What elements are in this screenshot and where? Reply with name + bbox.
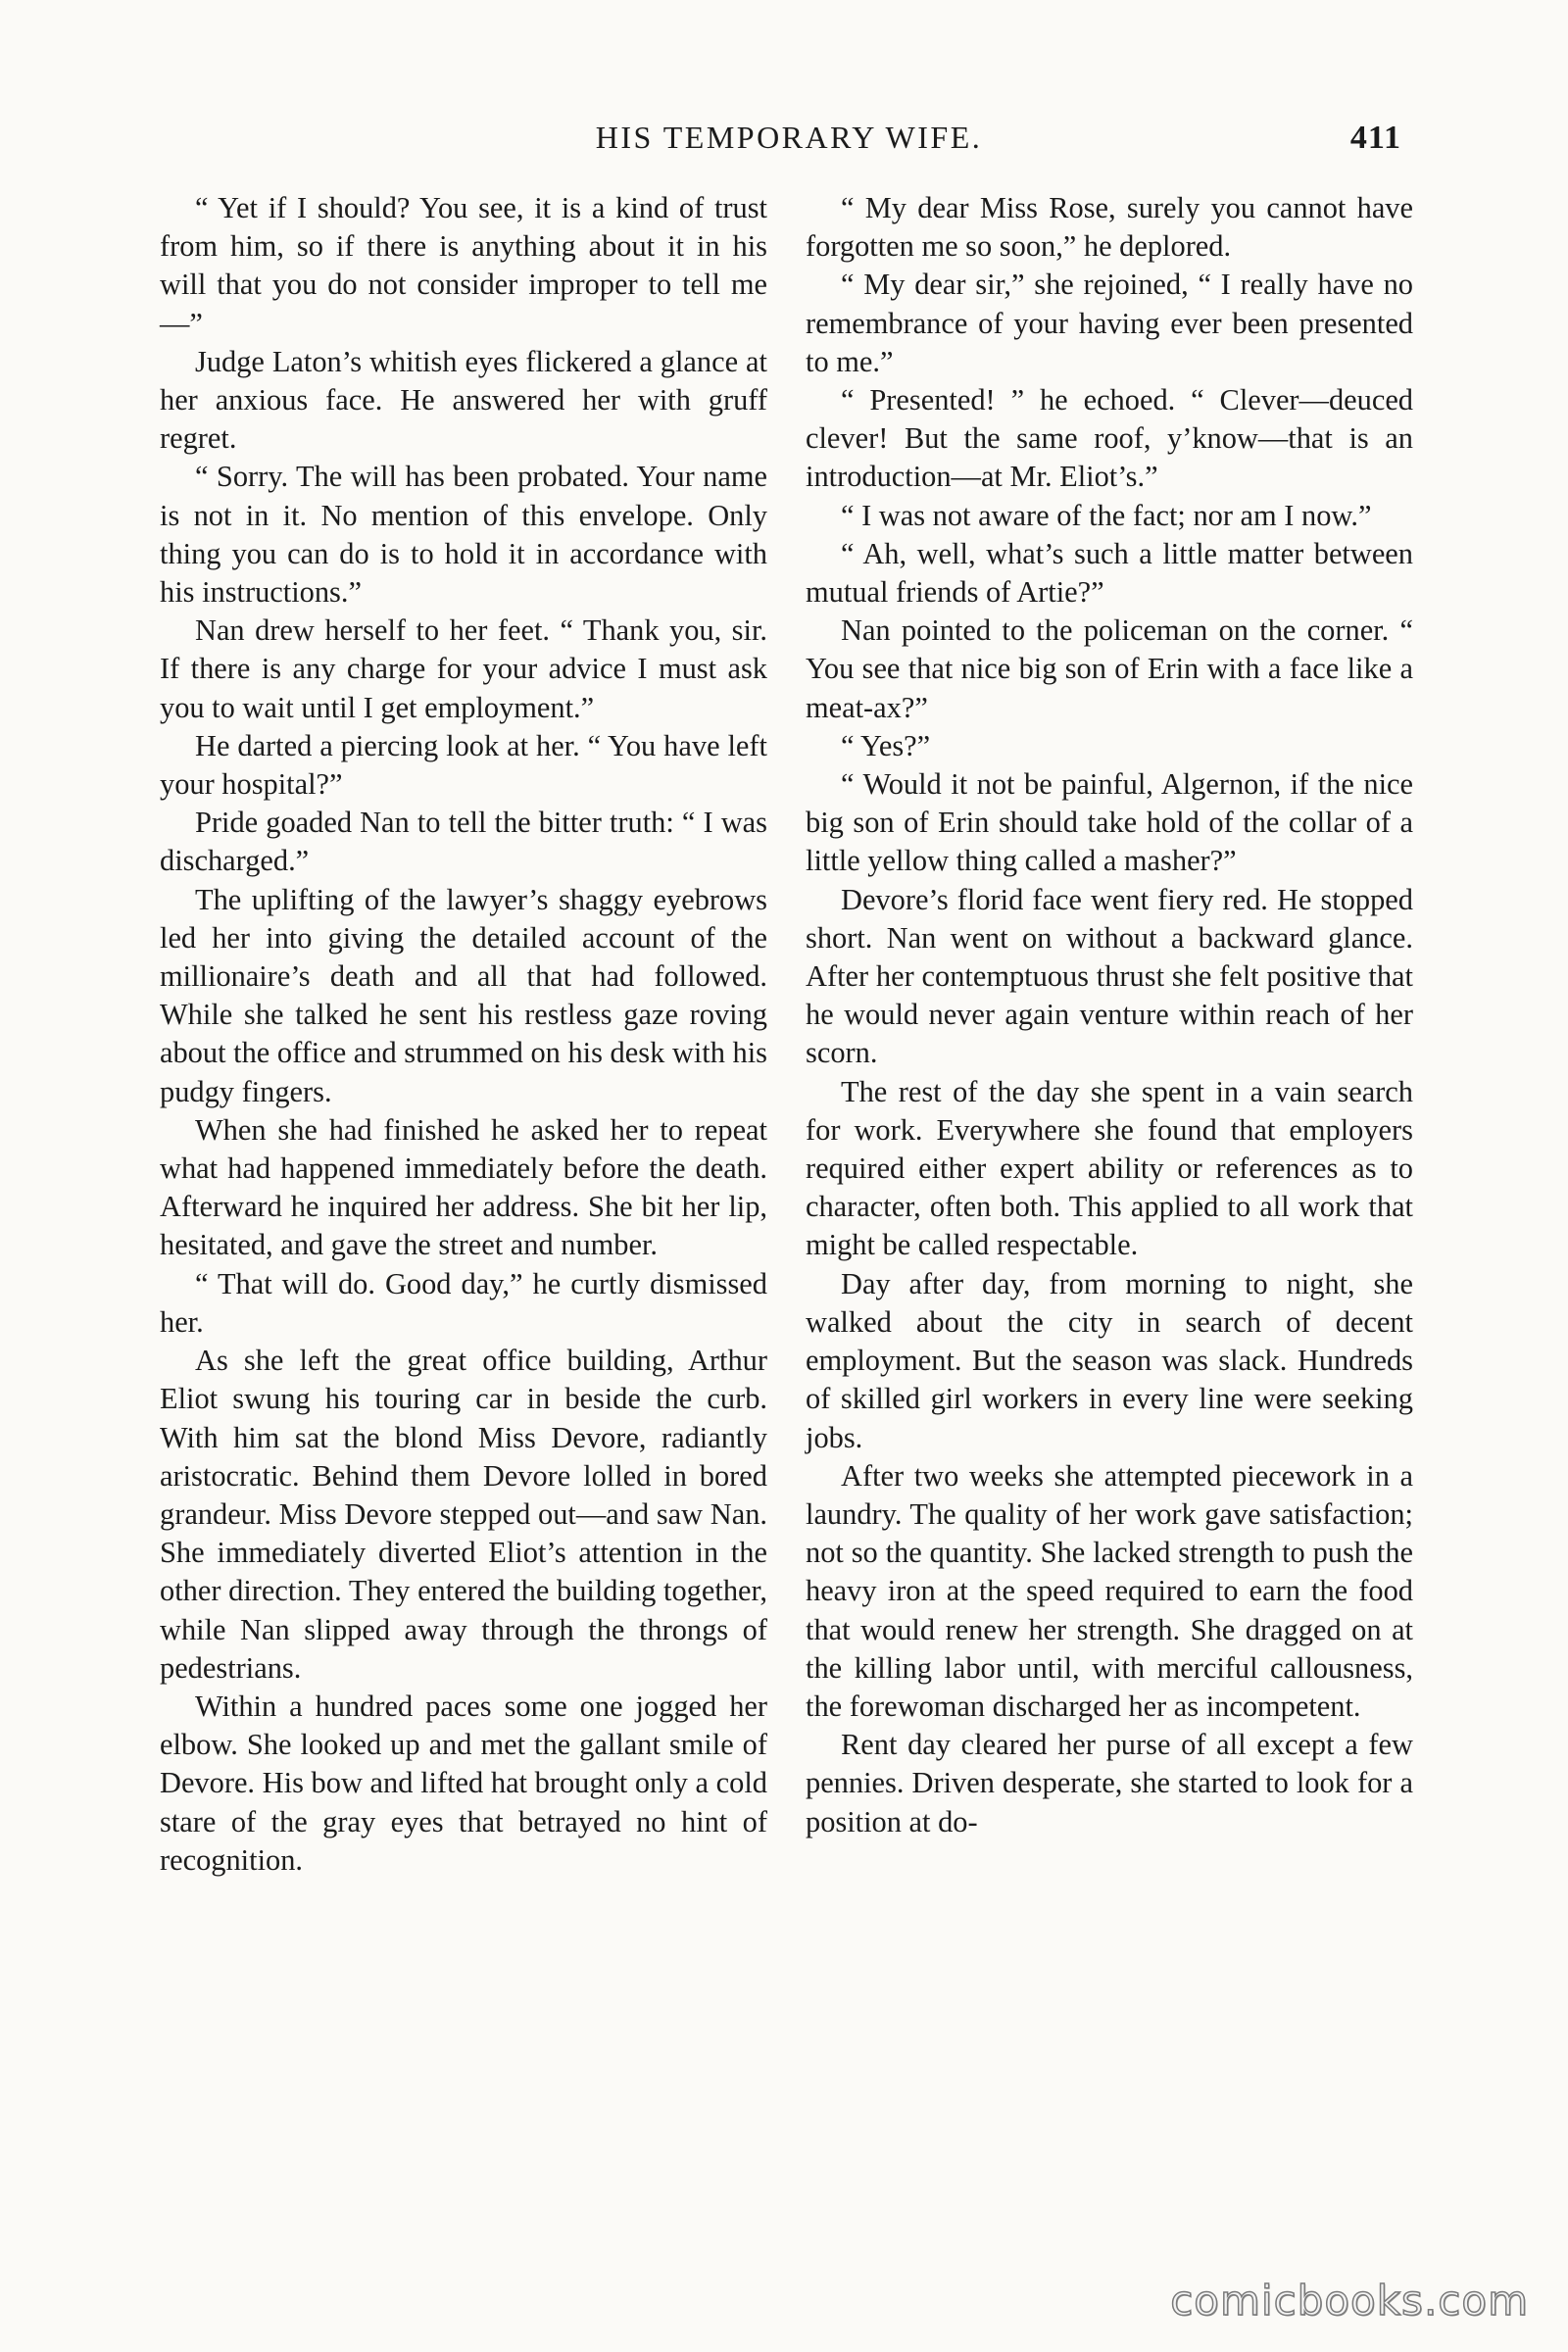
right-column [806,189,1413,1841]
paragraph: “ Would it not be painful, Algernon, if the nice big son of Erin should take hold of the collar of a little yellow thing called a masher?” [806,767,1413,878]
paragraph: As she left the great office building, Arthur Eliot swung his touring car in beside the curb. With him sat the blond Miss Devore, radiantly aristocratic. Behind them Devore lolled in bored grandeur. Miss Devore stepped out—and saw Nan. She immediately diverted Eliot’s attention in the other direction. They entered the building together, while Nan slipped away through the throngs of pedestrians. [160,1344,767,1685]
paragraph: The rest of the day she spent in a vain search for work. Everywhere she found that employers required either expert ability or references as to character, often both. This applied to all work that might be called respectable. [806,1074,1413,1262]
paragraph: The uplifting of the lawyer’s shaggy eyebrows led her into giving the detailed account of the millionaire’s death and all that had followed. While she talked he sent his restless gaze roving about the office and strummed on his desk with his pudgy fingers. [160,882,767,1108]
paragraph: “ I was not aware of the fact; nor am I now.” [841,498,1372,532]
paragraph: Pride goaded Nan to tell the bitter truth: “ I was discharged.” [160,806,767,878]
paragraph: Devore’s florid face went fiery red. He stopped short. Nan went on without a backward glance. After her contemptuous thrust she felt positive that he would never again venture within reach of her scorn. [806,882,1413,1070]
paragraph: “ Ah, well, what’s such a little matter between mutual friends of Artie?” [806,536,1413,610]
paragraph: He darted a piercing look at her. “ You have left your hospital?” [160,728,767,802]
paragraph: “ Yes?” [841,728,931,762]
paragraph: Within a hundred paces some one jogged her elbow. She looked up and met the gallant smile of Devore. His bow and lifted hat brought only a cold stare of the gray eyes that betrayed no hint of recognition. [160,1689,767,1877]
paragraph: Rent day cleared her purse of all except a few pennies. Driven desperate, she started to look for a position at do- [806,1728,1413,1838]
watermark: comicbooks.com [1170,2277,1529,2325]
left-column [160,189,767,1880]
page-number: 411 [1349,120,1401,156]
paragraph: “ My dear Miss Rose, surely you cannot have forgotten me so soon,” he deplored. [806,191,1413,264]
paragraph: After two weeks she attempted piecework in a laundry. The quality of her work gave satisfaction; not so the quantity. She lacked strength to push the heavy iron at the speed required to earn the food that would renew her strength. She dragged on at the killing labor until, with merciful callousness, the forewoman discharged her as incompetent. [806,1458,1413,1723]
paragraph: When she had finished he asked her to repeat what had happened immediately before the death. Afterward he inquired her address. She bit her lip, hesitated, and gave the street and number. [160,1112,767,1262]
paragraph: Nan pointed to the policeman on the corner. “ You see that nice big son of Erin with a face like a meat-ax?” [806,613,1413,724]
paragraph: “ Presented! ” he echoed. “ Clever—deuced clever! But the same roof, y’know—that is an introduction—at Mr. Eliot’s.” [806,383,1413,494]
running-head [157,120,1421,169]
paragraph: “ My dear sir,” she rejoined, “ I really have no remembrance of your having ever been presented to me.” [806,268,1413,378]
running-title: HIS TEMPORARY WIFE. [595,120,983,155]
paragraph: “ Yet if I should? You see, it is a kind of trust from him, so if there is anything about it in his will that you do not consider improper to tell me—” [160,191,767,340]
paragraph: Day after day, from morning to night, she walked about the city in search of decent employment. But the season was slack. Hundreds of skilled girl workers in every line were seeking jobs. [806,1266,1413,1454]
paragraph: Judge Laton’s whitish eyes flickered a glance at her anxious face. He answered her with gruff regret. [160,344,767,456]
paragraph: “ Sorry. The will has been probated. Your name is not in it. No mention of this envelope. Only thing you can do is to hold it in accordance with his instructions.” [160,460,767,610]
paragraph: Nan drew herself to her feet. “ Thank you, sir. If there is any charge for your advice I must ask you to wait until I get employment.” [160,613,767,724]
paragraph: “ That will do. Good day,” he curtly dismissed her. [160,1266,767,1339]
